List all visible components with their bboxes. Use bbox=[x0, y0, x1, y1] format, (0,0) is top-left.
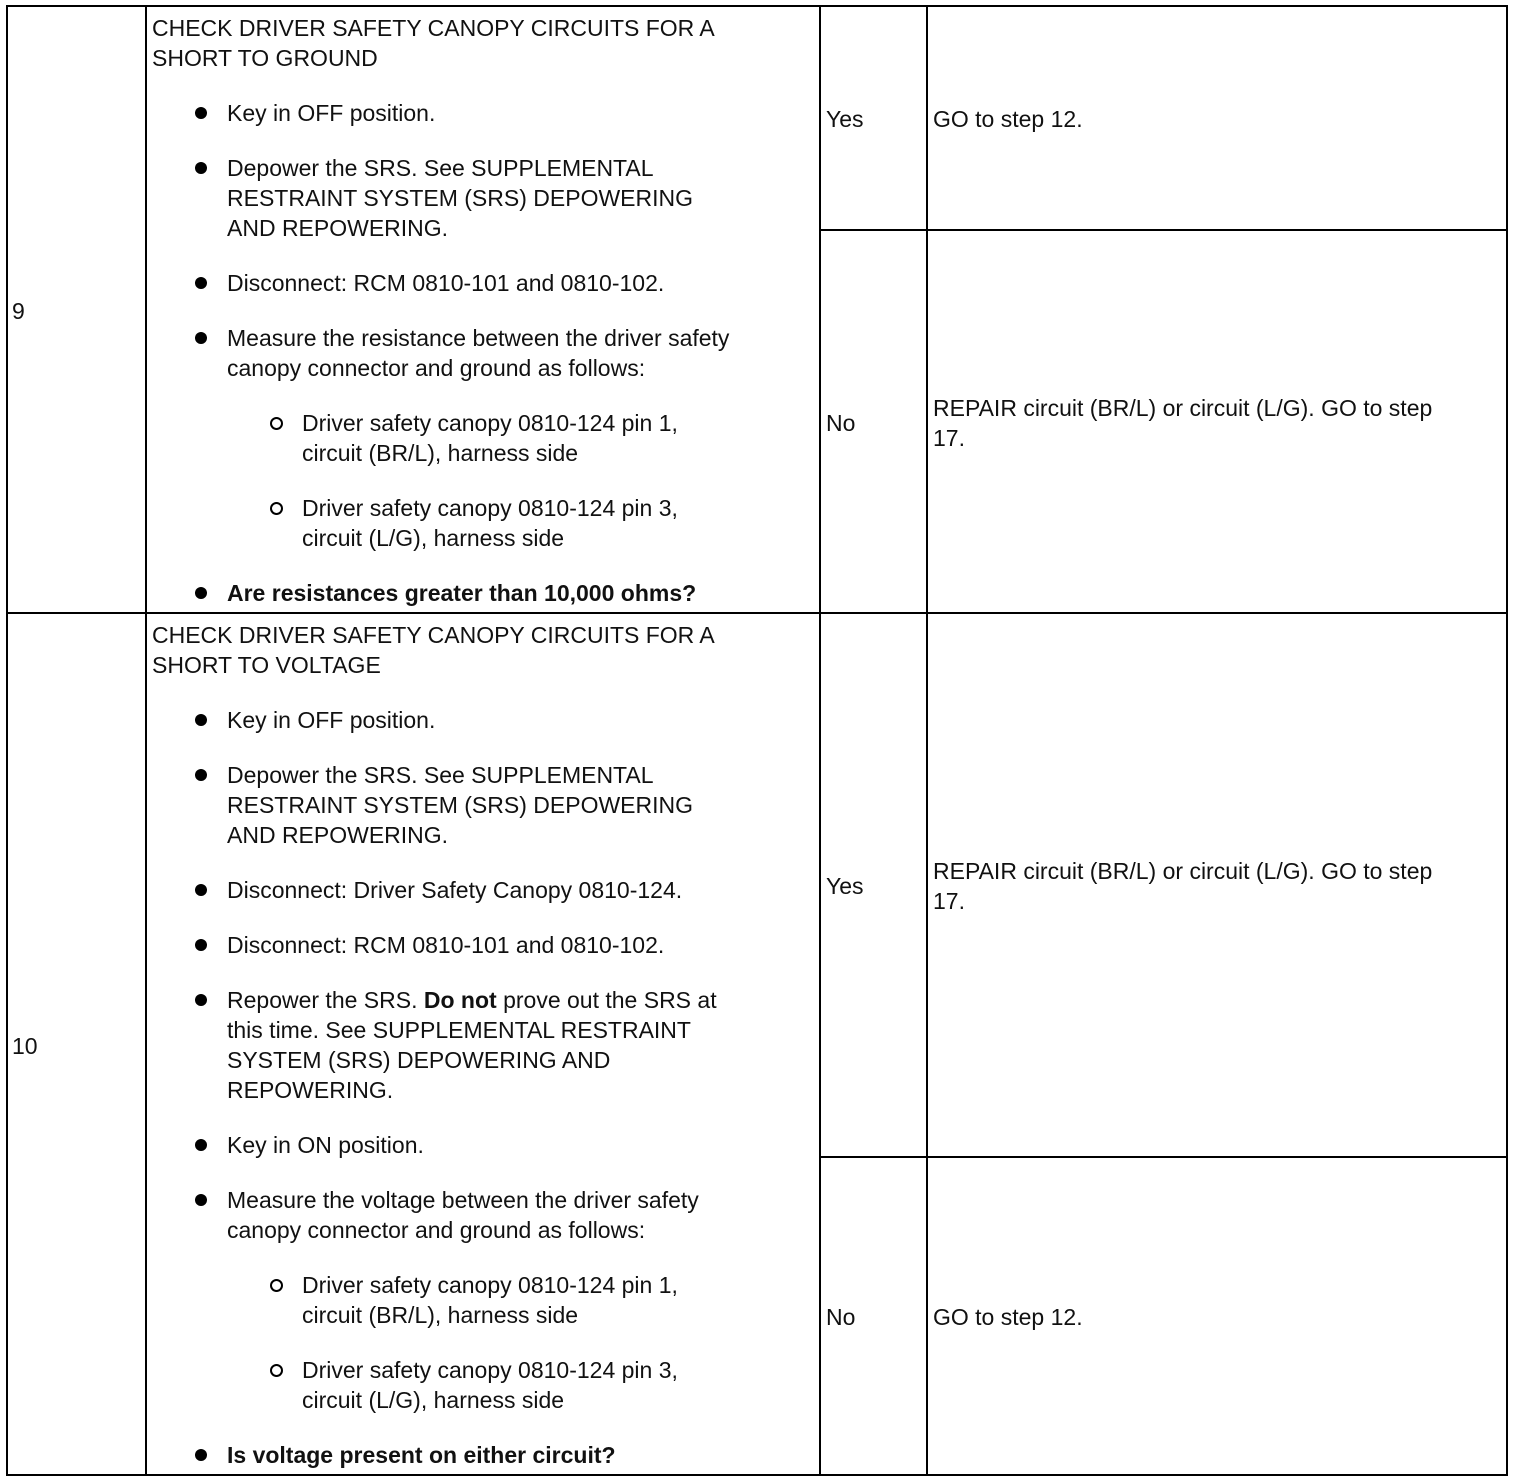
table-border-left bbox=[6, 5, 8, 1476]
bullet-icon bbox=[195, 1139, 207, 1151]
instruction-text: canopy connector and ground as follows: bbox=[227, 1217, 646, 1243]
instruction-text: Depower the SRS. See SUPPLEMENTAL bbox=[227, 155, 654, 181]
instruction-text: AND REPOWERING. bbox=[227, 822, 449, 848]
step-title-line: CHECK DRIVER SAFETY CANOPY CIRCUITS FOR A bbox=[152, 622, 715, 648]
row-divider-step9-10 bbox=[6, 612, 1508, 614]
bullet-icon bbox=[195, 332, 207, 344]
instruction-text: Measure the resistance between the driver safety bbox=[227, 325, 730, 351]
result-yes-action: REPAIR circuit (BR/L) or circuit (L/G). GO to step bbox=[933, 858, 1433, 884]
bullet-icon bbox=[195, 769, 207, 781]
instruction-text: Key in OFF position. bbox=[227, 707, 436, 733]
bullet-icon bbox=[195, 1194, 207, 1206]
instruction-text: Disconnect: RCM 0810-101 and 0810-102. bbox=[227, 932, 665, 958]
sub-bullet-icon bbox=[270, 1364, 283, 1377]
bullet-icon bbox=[195, 994, 207, 1006]
sub-instruction-text: circuit (BR/L), harness side bbox=[302, 440, 579, 466]
table-border-right bbox=[1506, 5, 1508, 1476]
bullet-icon bbox=[195, 1449, 207, 1461]
instruction-text: Disconnect: RCM 0810-101 and 0810-102. bbox=[227, 270, 665, 296]
column-divider-result bbox=[926, 5, 928, 1476]
instruction-emphasis: Do not bbox=[423, 987, 497, 1013]
sub-instruction-text: Driver safety canopy 0810-124 pin 1, bbox=[302, 1272, 678, 1298]
instruction-text: RESTRAINT SYSTEM (SRS) DEPOWERING bbox=[227, 185, 694, 211]
bullet-icon bbox=[195, 587, 207, 599]
bullet-icon bbox=[195, 714, 207, 726]
sub-instruction-text: circuit (L/G), harness side bbox=[302, 525, 565, 551]
bullet-icon bbox=[195, 939, 207, 951]
sub-bullet-icon bbox=[270, 1279, 283, 1292]
sub-instruction-text: Driver safety canopy 0810-124 pin 1, bbox=[302, 410, 678, 436]
row-divider-step9-yes-no bbox=[819, 229, 1508, 231]
result-yes-action: GO to step 12. bbox=[933, 106, 1083, 132]
instruction-text: REPOWERING. bbox=[227, 1077, 394, 1103]
instruction-text: SYSTEM (SRS) DEPOWERING AND bbox=[227, 1047, 611, 1073]
result-yes-action: 17. bbox=[933, 888, 965, 914]
instruction-text-part: Repower the SRS. bbox=[227, 987, 424, 1013]
table-border-top bbox=[6, 5, 1508, 7]
instruction-text: Key in OFF position. bbox=[227, 100, 436, 126]
instruction-text: this time. See SUPPLEMENTAL RESTRAINT bbox=[227, 1017, 691, 1043]
instruction-text: Key in ON position. bbox=[227, 1132, 424, 1158]
sub-bullet-icon bbox=[270, 417, 283, 430]
result-no-label: No bbox=[826, 410, 856, 436]
column-divider-action bbox=[819, 5, 821, 1476]
instruction-text-part: prove out the SRS at bbox=[496, 987, 717, 1013]
step-number: 10 bbox=[12, 1033, 38, 1059]
instruction-text: AND REPOWERING. bbox=[227, 215, 449, 241]
instruction-text bbox=[227, 985, 717, 1015]
step-title-line: SHORT TO VOLTAGE bbox=[152, 652, 381, 678]
test-question: Is voltage present on either circuit? bbox=[227, 1442, 616, 1468]
column-divider-step bbox=[145, 5, 147, 1476]
step-title-line: SHORT TO GROUND bbox=[152, 45, 378, 71]
instruction-text: canopy connector and ground as follows: bbox=[227, 355, 646, 381]
step-title-line: CHECK DRIVER SAFETY CANOPY CIRCUITS FOR A bbox=[152, 15, 715, 41]
table-border-bottom bbox=[6, 1474, 1508, 1476]
sub-instruction-text: Driver safety canopy 0810-124 pin 3, bbox=[302, 1357, 678, 1383]
result-no-action: GO to step 12. bbox=[933, 1304, 1083, 1330]
step-number: 9 bbox=[12, 298, 25, 324]
result-no-label: No bbox=[826, 1304, 856, 1330]
row-divider-step10-yes-no bbox=[819, 1156, 1508, 1158]
result-yes-label: Yes bbox=[826, 873, 864, 899]
sub-instruction-text: circuit (BR/L), harness side bbox=[302, 1302, 579, 1328]
bullet-icon bbox=[195, 107, 207, 119]
test-question: Are resistances greater than 10,000 ohms? bbox=[227, 580, 697, 606]
result-no-action: REPAIR circuit (BR/L) or circuit (L/G). GO to step bbox=[933, 395, 1433, 421]
result-no-action: 17. bbox=[933, 425, 965, 451]
instruction-text: Depower the SRS. See SUPPLEMENTAL bbox=[227, 762, 654, 788]
sub-instruction-text: circuit (L/G), harness side bbox=[302, 1387, 565, 1413]
bullet-icon bbox=[195, 162, 207, 174]
instruction-text: Measure the voltage between the driver safety bbox=[227, 1187, 699, 1213]
bullet-icon bbox=[195, 277, 207, 289]
sub-instruction-text: Driver safety canopy 0810-124 pin 3, bbox=[302, 495, 678, 521]
sub-bullet-icon bbox=[270, 502, 283, 515]
result-yes-label: Yes bbox=[826, 106, 864, 132]
instruction-text: Disconnect: Driver Safety Canopy 0810-124. bbox=[227, 877, 683, 903]
bullet-icon bbox=[195, 884, 207, 896]
instruction-text: RESTRAINT SYSTEM (SRS) DEPOWERING bbox=[227, 792, 694, 818]
